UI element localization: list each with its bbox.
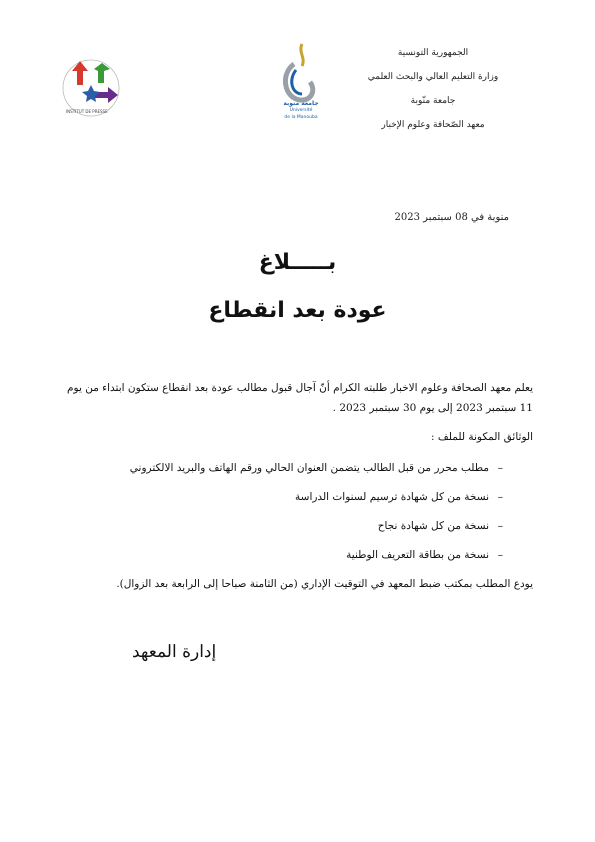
list-item <box>58 541 533 570</box>
announcement-body <box>58 378 533 594</box>
institute-arrows-logo <box>58 55 124 121</box>
logo-text-manouba: de la Manouba <box>284 115 318 120</box>
list-item <box>58 454 533 483</box>
closing-paragraph: يودع المطلب بمكتب ضبط المعهد في التوقيت الإداري (من الثامنة صباحا إلى الرابعة بعد الزوال). <box>116 578 533 590</box>
dash-bullet: – <box>497 549 503 561</box>
official-header <box>333 41 533 137</box>
dash-bullet: – <box>497 520 503 532</box>
header-republic: الجمهورية التونسية <box>397 48 469 58</box>
list-item-text: مطلب محرر من قبل الطالب يتضمن العنوان الحالي ورقم الهاتف والبريد الالكتروني <box>129 462 489 474</box>
announcement-title: بـــــلاغ <box>258 250 337 275</box>
documents-heading: الوثائق المكونة للملف : <box>431 431 533 443</box>
header-institute: معهد الصّحافة وعلوم الإخبار <box>381 120 485 130</box>
document-date: منوبة في 08 سبتمبر 2023 <box>394 212 509 223</box>
logo-text-arabic: جامعة منوبة <box>283 100 319 107</box>
dash-bullet: – <box>497 491 503 503</box>
arrows-emblem-icon <box>58 55 124 121</box>
list-item-text: نسخة من بطاقة التعريف الوطنية <box>346 549 489 561</box>
logo-text-universite: Université <box>289 108 313 113</box>
header-university: جامعة منّوبة <box>410 96 456 106</box>
intro-paragraph: يعلم معهد الصحافة وعلوم الاخبار طلبته الكرام أنّ آجال قبول مطالب عودة بعد انقطاع ستكون ابتداء من يوم 11 سبتمبر 2023 إلى يوم 30 سبتمبر 2023 . <box>67 382 533 414</box>
list-item <box>58 512 533 541</box>
signature: إدارة المعهد <box>132 642 217 662</box>
list-item-text: نسخة من كل شهادة نجاح <box>377 520 489 532</box>
list-item <box>58 483 533 512</box>
header-ministry: وزارة التعليم العالي والبحث العلمي <box>367 72 499 82</box>
university-logo <box>272 40 330 124</box>
dash-bullet: – <box>497 462 503 474</box>
announcement-subtitle: عودة بعد انقطاع <box>208 298 387 323</box>
list-item-text: نسخة من كل شهادة ترسيم لسنوات الدراسة <box>295 491 489 503</box>
documents-list <box>58 454 533 570</box>
svg-text:INSTITUT DE PRESSE: INSTITUT DE PRESSE <box>66 109 108 114</box>
